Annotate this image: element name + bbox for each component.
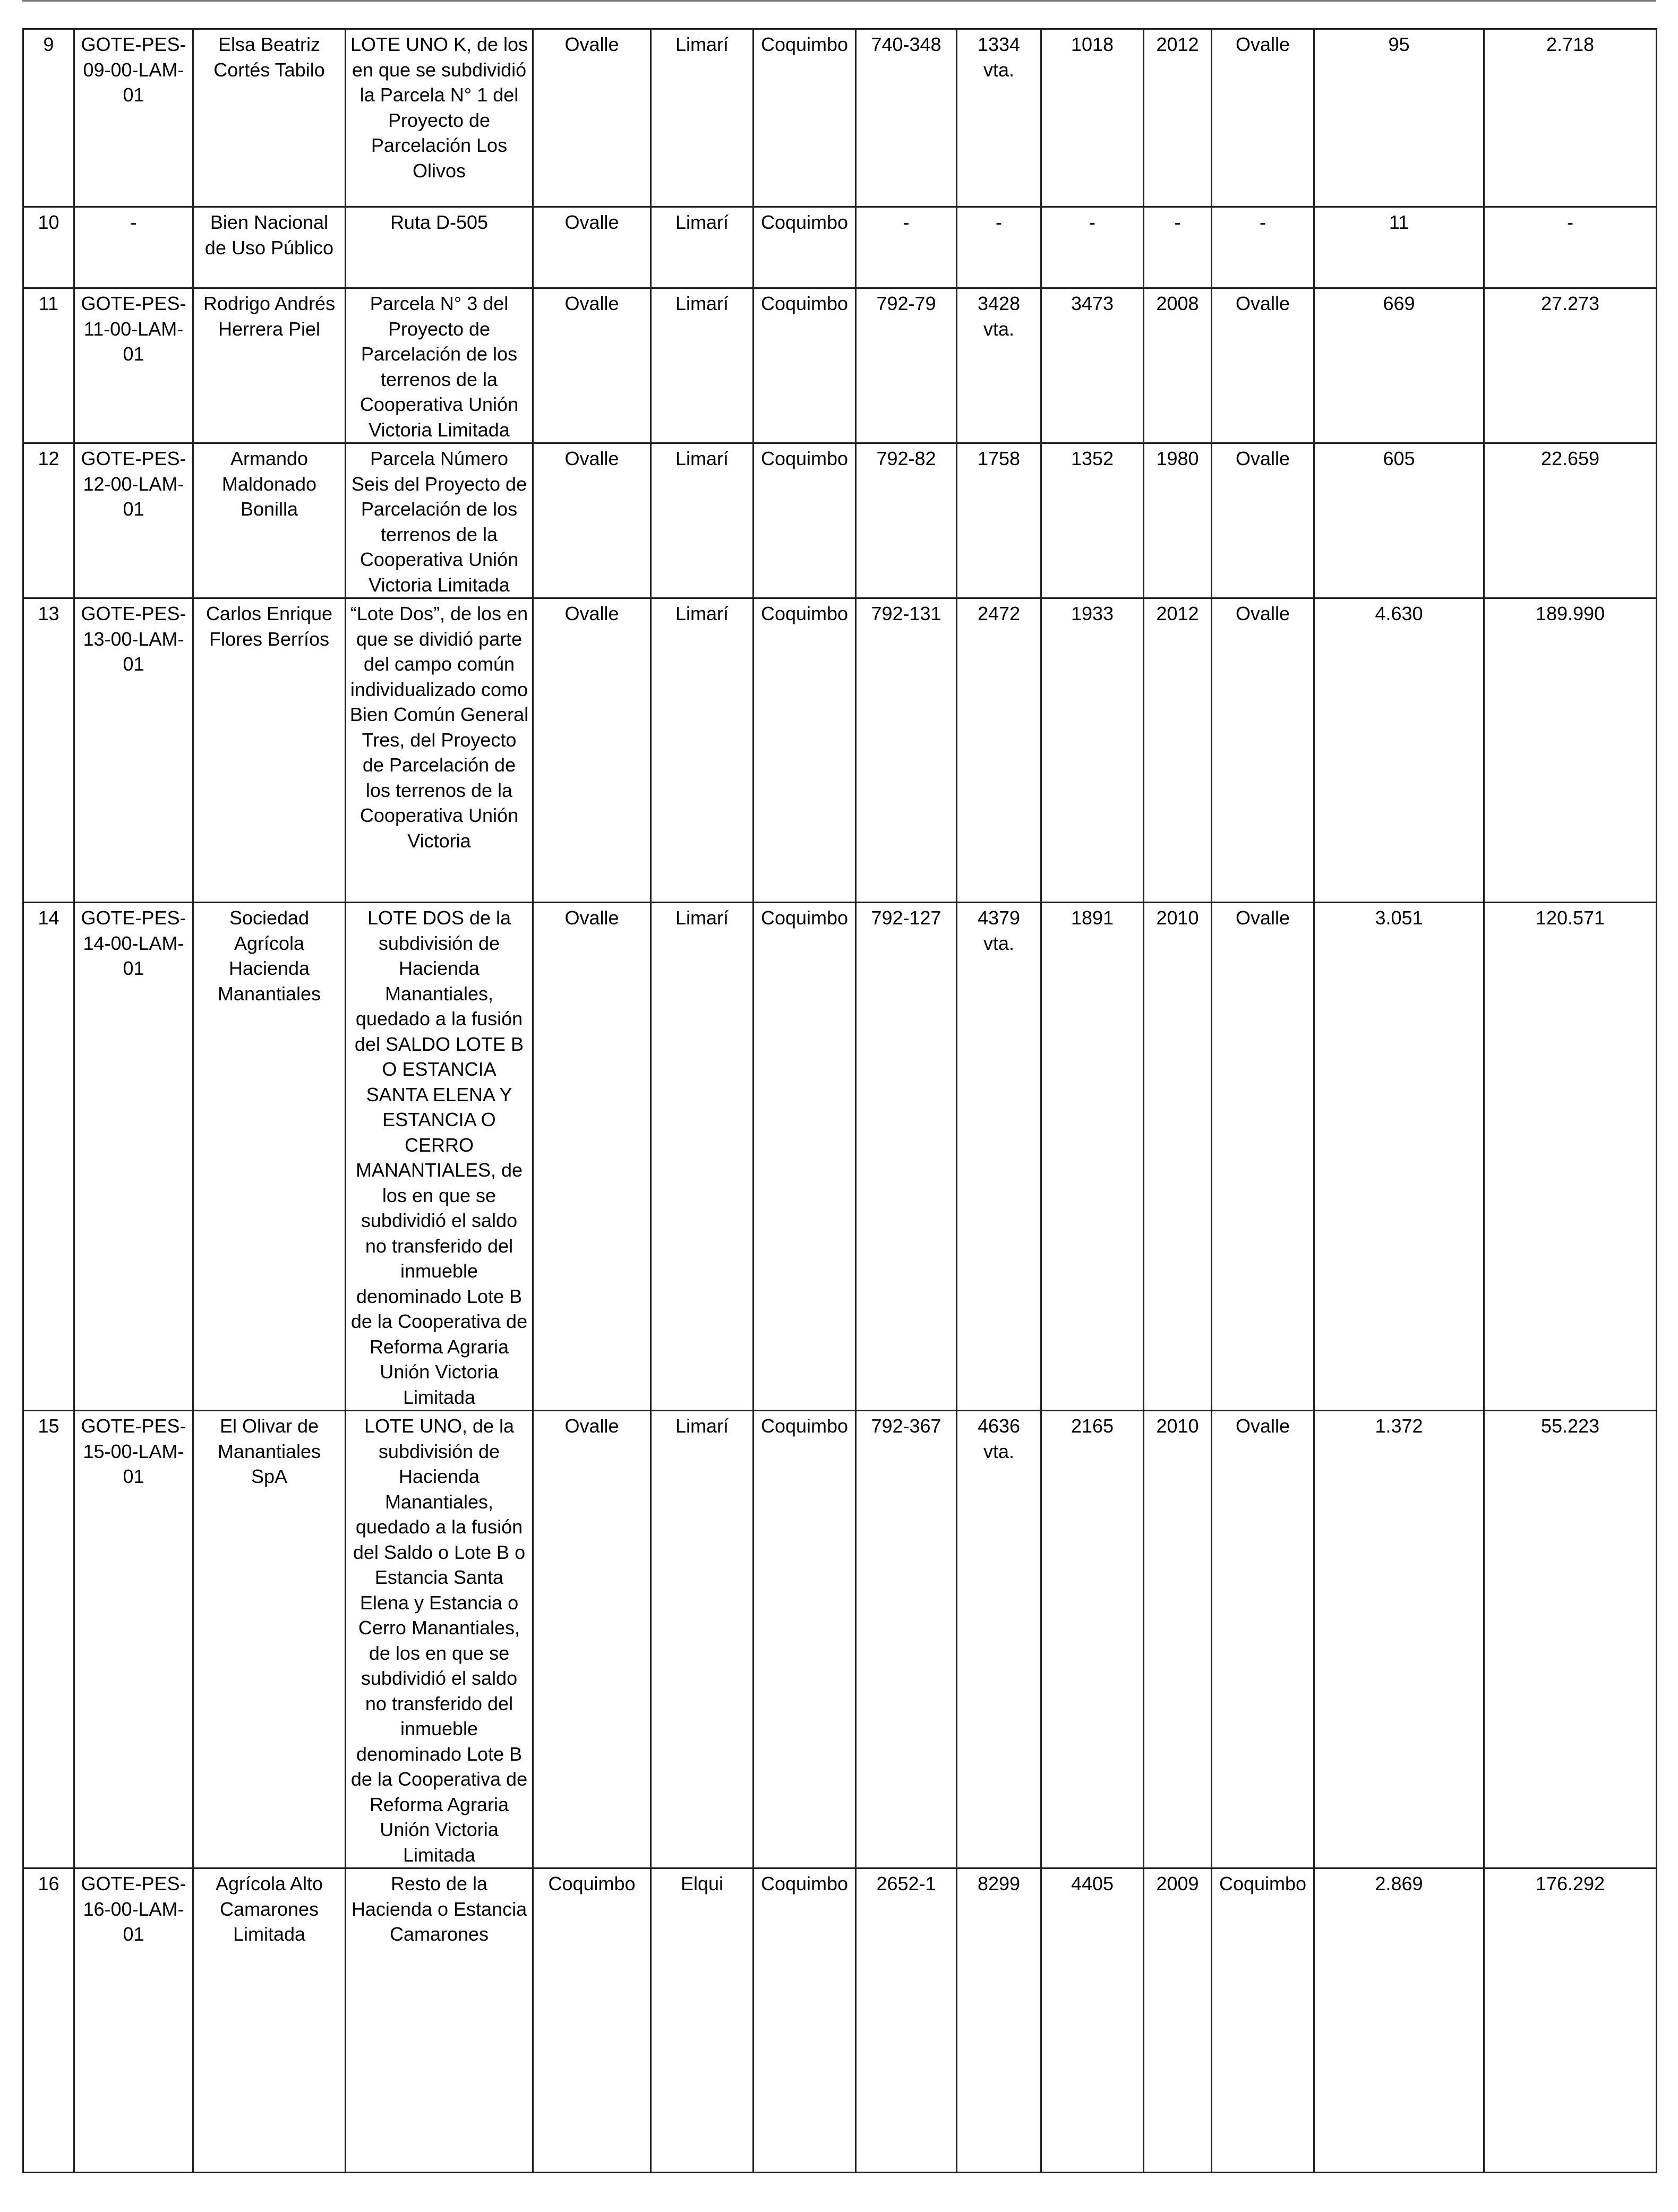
amount: 55.223 [1484,1411,1657,1868]
rol-avaluo: 792-127 [856,903,957,1411]
owner-name: Elsa Beatriz Cortés Tabilo [193,29,346,207]
surface-m2: 3.051 [1314,903,1484,1411]
amount: - [1484,207,1657,288]
plot-code: GOTE-PES-13-00-LAM-01 [74,598,193,903]
amount: 189.990 [1484,598,1657,903]
fojas: 8299 [957,1868,1041,2173]
rol-avaluo: 792-79 [856,288,957,443]
comuna: Ovalle [533,598,651,903]
region: Coquimbo [754,903,856,1411]
comuna: Ovalle [533,443,651,598]
inscription-number: 1891 [1041,903,1144,1411]
surface-m2: 4.630 [1314,598,1484,903]
table-row [23,443,1657,598]
inscription-year: 2008 [1144,288,1212,443]
row-number: 10 [23,207,74,288]
comuna: Ovalle [533,207,651,288]
inscription-year: 2012 [1144,598,1212,903]
fojas: 1334 vta. [957,29,1041,207]
comuna: Coquimbo [533,1868,651,2173]
property-description: Parcela Número Seis del Proyecto de Parcelación de los terrenos de la Cooperativa Unión Victoria Limitada [346,443,533,598]
region: Coquimbo [754,1411,856,1868]
conservador: Ovalle [1212,288,1314,443]
row-number: 9 [23,29,74,207]
provincia: Limarí [651,207,754,288]
inscription-number: 4405 [1041,1868,1144,2173]
table-row [23,29,1657,207]
rol-avaluo: 2652-1 [856,1868,957,2173]
conservador: Ovalle [1212,1411,1314,1868]
rol-avaluo: - [856,207,957,288]
inscription-year: 2010 [1144,903,1212,1411]
row-number: 12 [23,443,74,598]
inscription-number: 2165 [1041,1411,1144,1868]
rol-avaluo: 740-348 [856,29,957,207]
row-number: 14 [23,903,74,1411]
property-description: Ruta D-505 [346,207,533,288]
region: Coquimbo [754,1868,856,2173]
row-number: 13 [23,598,74,903]
surface-m2: 605 [1314,443,1484,598]
conservador: Ovalle [1212,598,1314,903]
plot-code: GOTE-PES-11-00-LAM-01 [74,288,193,443]
owner-name: Bien Nacional de Uso Público [193,207,346,288]
comuna: Ovalle [533,288,651,443]
property-description: LOTE UNO K, de los en que se subdividió la Parcela N° 1 del Proyecto de Parcelación Los Olivos [346,29,533,207]
region: Coquimbo [754,29,856,207]
conservador: - [1212,207,1314,288]
rol-avaluo: 792-131 [856,598,957,903]
inscription-number: 1933 [1041,598,1144,903]
inscription-year: 1980 [1144,443,1212,598]
surface-m2: 11 [1314,207,1484,288]
owner-name: Agrícola Alto Camarones Limitada [193,1868,346,2173]
inscription-year: 2010 [1144,1411,1212,1868]
provincia: Elqui [651,1868,754,2173]
comuna: Ovalle [533,903,651,1411]
fojas: 2472 [957,598,1041,903]
amount: 120.571 [1484,903,1657,1411]
surface-m2: 2.869 [1314,1868,1484,2173]
expropriation-table [22,28,1657,2173]
fojas: 4636 vta. [957,1411,1041,1868]
provincia: Limarí [651,443,754,598]
fojas: 3428 vta. [957,288,1041,443]
amount: 2.718 [1484,29,1657,207]
surface-m2: 95 [1314,29,1484,207]
property-description: LOTE UNO, de la subdivisión de Hacienda Manantiales, quedado a la fusión del Saldo o Lote B o Estancia Santa Elena y Estancia o Cerro Manantiales, de los en que se subdividió el saldo no transferido del inmueble denominado Lote B de la Cooperativa de Reforma Agraria Unión Victoria Limitada [346,1411,533,1868]
inscription-number: 1352 [1041,443,1144,598]
plot-code: - [74,207,193,288]
region: Coquimbo [754,207,856,288]
row-number: 16 [23,1868,74,2173]
region: Coquimbo [754,598,856,903]
comuna: Ovalle [533,29,651,207]
plot-code: GOTE-PES-16-00-LAM-01 [74,1868,193,2173]
owner-name: Sociedad Agrícola Hacienda Manantiales [193,903,346,1411]
plot-code: GOTE-PES-14-00-LAM-01 [74,903,193,1411]
owner-name: El Olivar de Manantiales SpA [193,1411,346,1868]
table-row [23,903,1657,1411]
region: Coquimbo [754,443,856,598]
rol-avaluo: 792-367 [856,1411,957,1868]
inscription-number: 1018 [1041,29,1144,207]
table-row [23,1411,1657,1868]
provincia: Limarí [651,29,754,207]
top-rule [22,0,1656,2]
inscription-number: - [1041,207,1144,288]
property-description: LOTE DOS de la subdivisión de Hacienda Manantiales, quedado a la fusión del SALDO LOTE B O ESTANCIA SANTA ELENA Y ESTANCIA O CERRO MANANTIALES, de los en que se subdividió el saldo no transferido del inmueble denominado Lote B de la Cooperativa de Reforma Agraria Unión Victoria Limitada [346,903,533,1411]
fojas: 1758 [957,443,1041,598]
inscription-year: 2012 [1144,29,1212,207]
owner-name: Rodrigo Andrés Herrera Piel [193,288,346,443]
conservador: Ovalle [1212,903,1314,1411]
inscription-number: 3473 [1041,288,1144,443]
amount: 22.659 [1484,443,1657,598]
plot-code: GOTE-PES-15-00-LAM-01 [74,1411,193,1868]
surface-m2: 1.372 [1314,1411,1484,1868]
region: Coquimbo [754,288,856,443]
provincia: Limarí [651,598,754,903]
table-row [23,207,1657,288]
owner-name: Armando Maldonado Bonilla [193,443,346,598]
provincia: Limarí [651,288,754,443]
property-description: Resto de la Hacienda o Estancia Camarones [346,1868,533,2173]
inscription-year: 2009 [1144,1868,1212,2173]
inscription-year: - [1144,207,1212,288]
surface-m2: 669 [1314,288,1484,443]
property-description: “Lote Dos”, de los en que se dividió parte del campo común individualizado como Bien Común General Tres, del Proyecto de Parcelación de los terrenos de la Cooperativa Unión Victoria [346,598,533,903]
amount: 27.273 [1484,288,1657,443]
rol-avaluo: 792-82 [856,443,957,598]
conservador: Ovalle [1212,29,1314,207]
plot-code: GOTE-PES-09-00-LAM-01 [74,29,193,207]
amount: 176.292 [1484,1868,1657,2173]
owner-name: Carlos Enrique Flores Berríos [193,598,346,903]
provincia: Limarí [651,1411,754,1868]
plot-code: GOTE-PES-12-00-LAM-01 [74,443,193,598]
row-number: 15 [23,1411,74,1868]
fojas: 4379 vta. [957,903,1041,1411]
comuna: Ovalle [533,1411,651,1868]
table-row [23,1868,1657,2173]
fojas: - [957,207,1041,288]
conservador: Coquimbo [1212,1868,1314,2173]
table-row [23,598,1657,903]
table-row [23,288,1657,443]
row-number: 11 [23,288,74,443]
conservador: Ovalle [1212,443,1314,598]
property-description: Parcela N° 3 del Proyecto de Parcelación de los terrenos de la Cooperativa Unión Victoria Limitada [346,288,533,443]
provincia: Limarí [651,903,754,1411]
